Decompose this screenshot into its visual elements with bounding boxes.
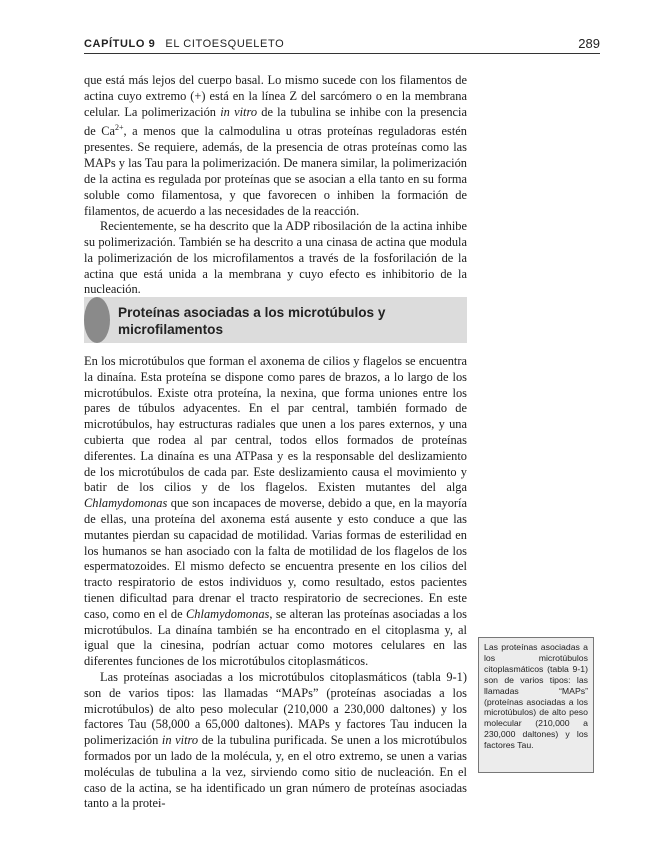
italic-term: in vitro — [220, 104, 258, 119]
text-run: Las proteínas asociadas a los microtúbulos citoplasmáticos (tabla 9-1) son de varios tipos: las llamadas “MAPs” (proteínas asociadas a los microtúbulos) de alto peso molecular (210,000 a 230,000 daltones) y los factores Tau (58,000 a 65,000 daltones). MAPs y factores Tau inducen la polimerización — [84, 669, 467, 748]
text-run: de la tubulina purificada. Se unen a los microtúbulos formados por un lado de la molécula, y, en el otro extremo, se unen a varias moléculas de tubulina a la vez, sirviendo como sitio de nucleación. En el caso de la actina, se ha identificado un gran número de proteínas asociadas tanto a la protei- — [84, 733, 467, 811]
italic-term: Chlamydomonas — [186, 606, 270, 621]
chapter-number: CAPÍTULO 9 — [84, 38, 156, 50]
body-text-top — [84, 73, 467, 298]
text-run: que está más lejos del cuerpo basal. Lo mismo sucede con los filamentos de actina cuyo extremo (+) está en la línea Z del sarcómero o en la membrana celular. La polimerización — [84, 73, 467, 119]
section-marker-shape — [84, 297, 110, 343]
page-number: 289 — [578, 36, 600, 51]
text-run: , se alteran las proteínas asociadas a los microtúbulos. La dinaína también se ha encontrado en el citoplasma y, al igual que la cinesina, podrían actuar como motores celulares en las diferentes funciones de los microtúbulos citoplasmáticos. — [84, 606, 467, 669]
italic-term: Chlamydomonas — [84, 496, 168, 511]
text-run: , a menos que la calmodulina u otras proteínas reguladoras estén presentes. Se requiere, además, de la presencia de otras proteínas como las MAPs y las Tau para la polimerización. De manera similar, la polimerización de la actina es regulada por proteínas que se asocian a ella tanto en su forma soluble como filamentosa, y que favorecen o inhiben la formación de filamentos, de acuerdo a las necesidades de la reacción. — [84, 124, 467, 218]
paragraph — [84, 73, 467, 219]
body-text-bottom — [84, 354, 467, 812]
text-run: de la tubulina se inhibe con la presencia de Ca — [84, 104, 467, 139]
paragraph — [84, 354, 467, 670]
chapter-label — [84, 38, 284, 50]
header-rule — [84, 53, 600, 54]
section-heading-box — [84, 297, 467, 343]
running-header — [84, 36, 600, 52]
margin-note-text: Las proteínas asociadas a los microtúbulos citoplasmáticos (tabla 9-1) son de varios tipos: las llamadas “MAPs” (proteínas asociadas a los microtúbulos) de alto peso molecular (210,000 a 230,000 daltones) y los factores Tau. — [484, 642, 588, 751]
chapter-title: EL CITOESQUELETO — [165, 38, 285, 50]
paragraph: Recientemente, se ha descrito que la ADP ribosilación de la actina inhibe su polimerización. También se ha descrito a una cinasa de actina que modula la polimerización de los microfilamentos a través de la fosforilación de la actina que está unida a la membrana y cuyo efecto es inhibitorio de la nucleación. — [84, 219, 467, 297]
section-title: Proteínas asociadas a los microtúbulos y microfilamentos — [118, 305, 386, 337]
text-run: En los microtúbulos que forman el axonema de cilios y flagelos se encuentra la dinaína. Esta proteína se dispone como pares de brazos, a lo largo de los microtúbulos. Existe otra proteína, la nexina, que forma uniones entre los pares de túbulos adyacentes. En el par central, también formado de microtúbulos, hay estructuras radiales que unen a los pares externos, y una cubierta que rodea al par central, todos ellos formados de proteínas diferentes. La dinaína es una ATPasa y es la responsable del deslizamiento de los microtúbulos de cada par. Este deslizamiento causa el movimiento y batir de los cilios y de los flagelos. Existen mutantes del alga — [84, 354, 467, 495]
superscript: 2+ — [115, 123, 124, 133]
text-run: que son incapaces de moverse, debido a que, en la mayoría de ellas, una proteína del axonema está ausente y esto conduce a que las mutantes pierdan su capacidad de motilidad. Varias formas de esterilidad en los humanos se han asociado con la falta de motilidad de los flagelos de los espermatozoides. El mismo defecto se encuentra presente en los cilios del tracto respiratorio de estos individuos y, como resultado, estos pacientes tienen dificultad para drenar el tracto respiratorio de secreciones. En este caso, como en el de — [84, 496, 467, 621]
margin-note-box — [478, 637, 594, 773]
italic-term: in vitro — [161, 733, 199, 748]
paragraph — [84, 670, 467, 812]
